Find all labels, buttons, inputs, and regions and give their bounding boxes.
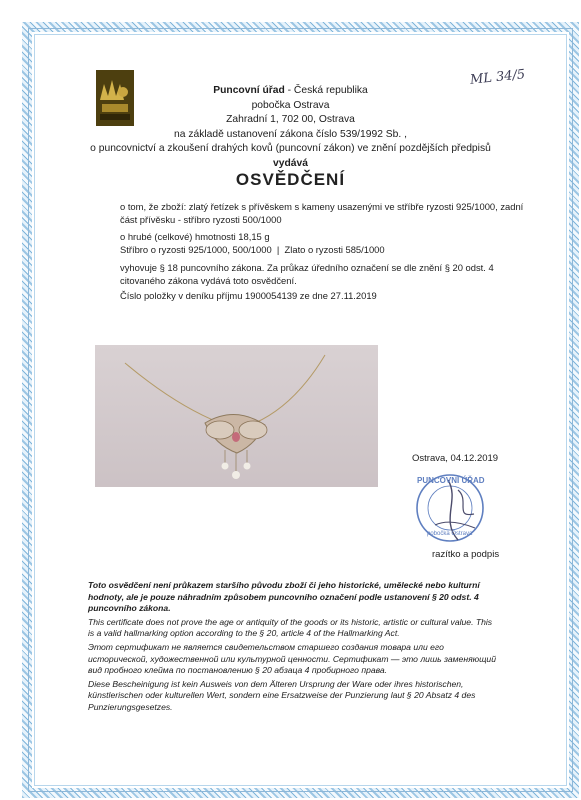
legal-basis-line-2: o puncovnictví a zkoušení drahých kovů (puncovní zákon) ve znění pozdějších předpisů [90,143,491,154]
branch-line: pobočka Ostrava [251,99,330,111]
entry-number: Číslo položky v deníku příjmu 1900054139 ze dne 27.11.2019 [120,290,377,301]
office-line: Puncovní úřad - Česká republika [213,85,368,96]
stamp-top-text: PUNCOVNÍ ÚŘAD [417,476,485,485]
silver-fineness: Stříbro o ryzosti 925/1000, 500/1000 [120,244,272,255]
note-english: This certificate does not prove the age or antiquity of the goods or its historic, artistic or cultural value. This is a valid hallmarking option according to the § 20, article 4 of the Hallmarking Act. [88,616,493,639]
legal-notes [88,580,498,716]
handwritten-reference: ML 34/5 [469,67,526,88]
note-german: Diese Bescheinigung ist kein Ausweis von dem Älteren Ursprung der Ware oder ihres historischen, künstlerischen oder kulturellen Wert, sondern eine Ersatzweise der Punzierung laut § 20 Absatz 4 des Punzierungsgesetzes. [88,678,476,712]
compliance-statement: vyhovuje § 18 puncovního zákona. Za průkaz úředního označení se dle znění § 20 odst. 4 citovaného zákona vydává toto osvědčení. [120,262,494,287]
gold-fineness: Zlato o ryzosti 585/1000 [284,244,385,255]
issuer-header [0,84,581,171]
stamp-bottom-text: pobočka Ostrava [427,531,473,537]
legal-basis-line: na základě ustanovení zákona číslo 539/1992 Sb. , [174,128,407,140]
signature-label: razítko a podpis [432,549,500,560]
necklace-photo [95,345,378,487]
address-line: Zahradní 1, 702 00, Ostrava [226,114,355,125]
certificate-title: OSVĚDČENÍ [235,170,346,189]
fineness-line: Stříbro o ryzosti 925/1000, 500/1000 | Zlato o ryzosti 585/1000 [120,244,385,255]
issues-label: vydává [273,157,308,169]
place-and-date: Ostrava, 04.12.2019 [412,453,499,464]
note-czech: Toto osvědčení není průkazem staršího původu zboží či jeho historické, umělecké nebo kulturní hodnoty, ale je pouze náhradním způsobem puncovního označení podle ustanovení § 20 odst. 4 puncovního zákona. [88,580,480,614]
goods-weight: o hrubé (celkové) hmotnosti 18,15 g [120,231,270,242]
goods-description: o tom, že zboží: zlatý řetízek s přívěskem s kameny usazenými ve stříbře ryzosti 925/1000, zadní část přívěsku - stříbro ryzosti 500/1000 [120,201,524,226]
note-russian: Этот сертификат не является свидетельством старшего создания товара или его исторической, художественной или культурной ценности. Сертификат — это лишь заменяющий вид пробного клейма по постановлению § 20 абзаца 4 пробирного права. [88,641,496,676]
